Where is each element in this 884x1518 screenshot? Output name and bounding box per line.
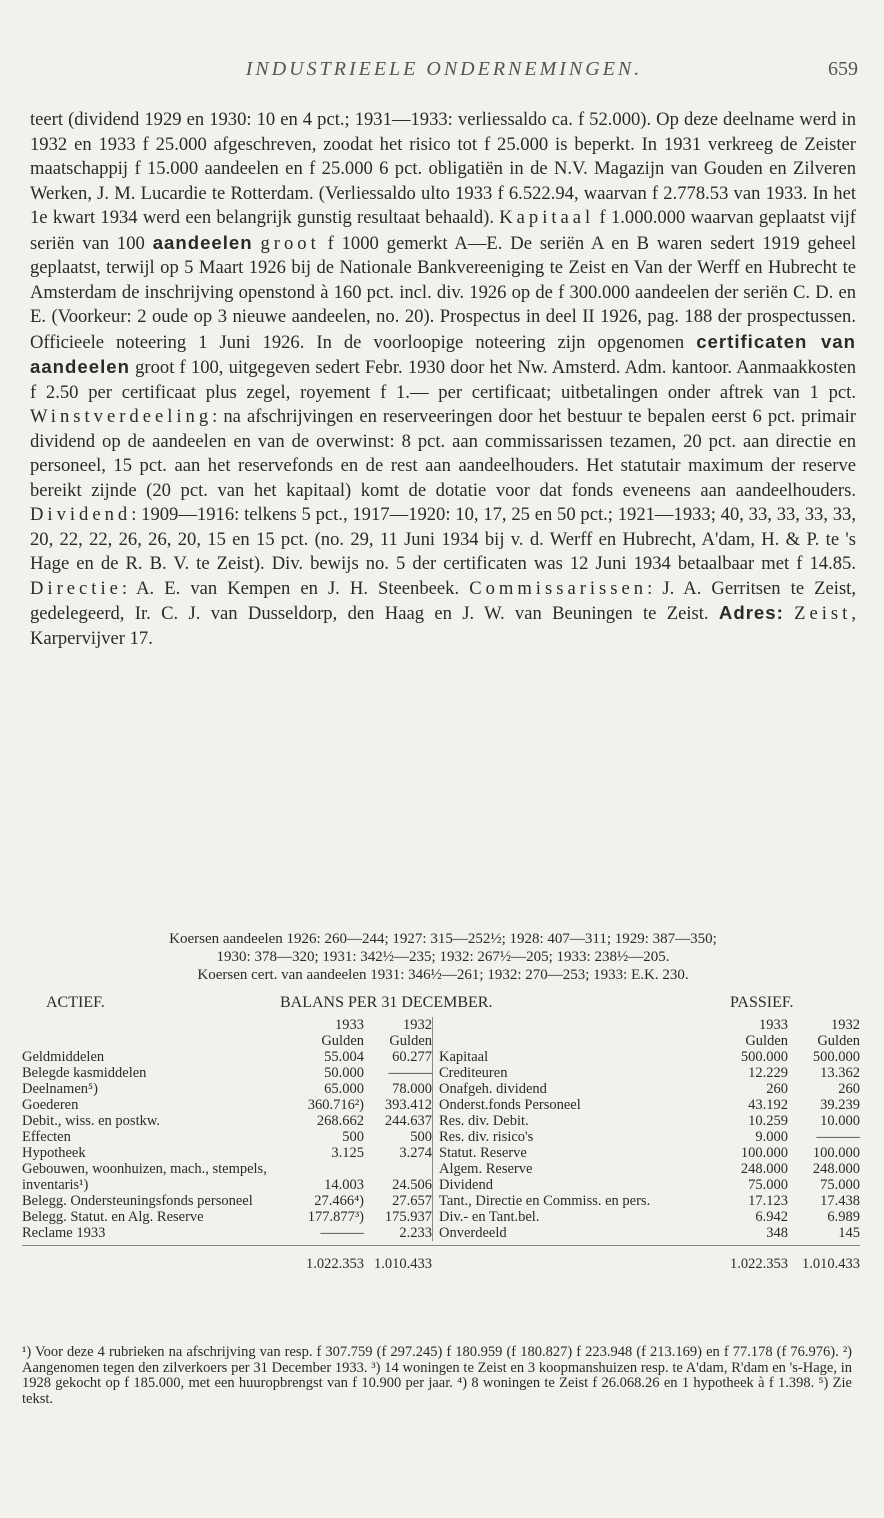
value-1932: 24.506 [392, 1177, 432, 1193]
value-1932: 13.362 [820, 1065, 860, 1081]
passiva-row [439, 1113, 860, 1129]
value-1932: 244.637 [384, 1113, 432, 1129]
line-item-label: Debit., wiss. en postkw. [22, 1113, 161, 1129]
emphasized-term: Kapitaal [499, 207, 595, 228]
value-1932: 17.438 [820, 1193, 860, 1209]
year-label: 1932 [831, 1017, 860, 1033]
activa-title: ACTIEF. [46, 994, 105, 1011]
balance-sheet-header [22, 995, 860, 1017]
value-1933: 65.000 [324, 1081, 364, 1097]
value-1932: 100.000 [812, 1145, 860, 1161]
value-1932: 2.233 [399, 1225, 432, 1241]
passiva-year-header [439, 1017, 860, 1033]
year-label: 1933 [759, 1017, 788, 1033]
line-item-label: Goederen [22, 1097, 79, 1113]
value-1932: 248.000 [812, 1161, 860, 1177]
value-1932: 78.000 [392, 1081, 432, 1097]
value-1933: 14.003 [324, 1177, 364, 1193]
activa-row [22, 1161, 432, 1193]
line-item-label: Dividend [439, 1177, 493, 1193]
passiva-row [439, 1225, 860, 1241]
passiva-row [439, 1177, 860, 1193]
value-1932: 145 [838, 1225, 860, 1241]
text-segment: : A. E. van Kempen en J. H. Steenbeek. [121, 577, 470, 599]
value-1933: 12.229 [748, 1065, 788, 1081]
passiva-unit-header [439, 1033, 860, 1049]
value-1933: 348 [766, 1225, 788, 1241]
text-segment: f 1000 gemerkt A—E. De seriën A en B waren sedert 1919 geheel geplaatst, terwijl op 5 Maart 1926 bij de Nationale Bankvereeniging te Zeist en Van der Werff en Hubrecht te Amsterdam de inschrijving openstond à 160 pct. incl. div. 1926 op de f 300.000 aandeelen der seriën C. D. en E. (Voorkeur: 2 oude op 3 nieuwe aandeelen, no. 20). Prospectus in deel II 1926, pag. 188 der prospectussen. Officieele noteering 1 Juni 1926. In de voorloopige noteering zijn opgenomen [30, 232, 856, 353]
value-1933: 17.123 [748, 1193, 788, 1209]
year-label: 1932 [403, 1017, 432, 1033]
body-text [30, 108, 856, 651]
total-passiva-1933: 1.022.353 [730, 1256, 788, 1272]
line-item-label: Belegg. Statut. en Alg. Reserve [22, 1209, 204, 1225]
line-item-label: Div.- en Tant.bel. [439, 1209, 540, 1225]
activa-year-header [22, 1017, 432, 1033]
price-history [30, 930, 856, 984]
value-1932: ——— [816, 1129, 860, 1145]
text-segment: teert (dividend 1929 en 1930: 10 en 4 pct.; 1931—1933: verliessaldo ca. f 52.000). Op deze deelname werd in 1932 en 1933 f 25.000 afgeschreven, zoodat het risico tot f 25.000 is beperkt. In 1931 verkreeg de Zeister maatschappij f 15.000 aandeelen en f 25.000 6 pct. obligatiën in de N.V. Magazijn van Gouden en Zilveren Werken, J. M. Lucardie te Rotterdam. (Verliessaldo ulto 1933 f 6.522.94, waarvan f 2.778.53 van 1933. In het 1e kwart 1934 werd een belangrijk gunstig resultaat behaald). [30, 109, 856, 228]
emphasized-term: certificaten van aandeelen [30, 330, 856, 377]
emphasized-term: aandeelen [152, 231, 253, 253]
activa-row [22, 1097, 432, 1113]
unit-label: Gulden [389, 1033, 432, 1049]
line-item-label: Deelnamen⁵) [22, 1081, 98, 1097]
text-segment: , Karpervijver 17. [30, 603, 856, 649]
value-1932: 393.412 [384, 1097, 432, 1113]
text-segment: : J. A. Gerritsen te Zeist, gedelegeerd, Ir. C. J. van Dusseldorp, den Haag en J. W. van Beuningen te Zeist. [30, 577, 856, 624]
price-history-line: 1930: 378—320; 1931: 342½—235; 1932: 267½—205; 1933: 238½—205. [216, 949, 670, 965]
company-description-paragraph [30, 108, 856, 651]
total-activa-1932: 1.010.433 [374, 1256, 432, 1272]
running-title: INDUSTRIEELE ONDERNEMINGEN. [245, 58, 643, 80]
activa-row [22, 1049, 432, 1065]
value-1932: 39.239 [820, 1097, 860, 1113]
value-1933: 360.716²) [307, 1097, 364, 1113]
activa-row [22, 1065, 432, 1081]
value-1933: 500 [342, 1129, 364, 1145]
value-1933: 43.192 [748, 1097, 788, 1113]
value-1933: 55.004 [324, 1049, 364, 1065]
line-item-label: Statut. Reserve [439, 1145, 527, 1161]
passiva-row [439, 1065, 860, 1081]
value-1932: 10.000 [820, 1113, 860, 1129]
total-passiva-1932: 1.010.433 [802, 1256, 860, 1272]
page-number: 659 [828, 58, 858, 80]
passiva-row [439, 1161, 860, 1177]
value-1932: 175.937 [384, 1209, 432, 1225]
line-item-label: Effecten [22, 1129, 71, 1145]
value-1932: 75.000 [820, 1177, 860, 1193]
value-1932: 260 [838, 1081, 860, 1097]
line-item-label: Res. div. risico's [439, 1129, 534, 1145]
balance-sheet [22, 995, 860, 1272]
passiva-row [439, 1145, 860, 1161]
activa-row [22, 1193, 432, 1209]
footnote-text: ¹) Voor deze 4 rubrieken na afschrijving van resp. f 307.759 (f 297.245) f 180.959 (f 180.827) f 223.948 (f 213.169) en f 77.178 (f 76.976). ²) Aangenomen tegen den zilverkoers per 31 December 1933. ³) 14 woningen te Zeist en 3 koopmanshuizen resp. te A'dam, R'dam en 's-Hage, in 1928 gekocht op f 185.000, met een huuropbrengst van f 10.900 per jaar. ⁴) 8 woningen te Zeist f 26.068.26 en 1 hypotheek à f 1.398. ⁵) Zie tekst. [22, 1344, 852, 1407]
value-1933: 10.259 [748, 1113, 788, 1129]
activa-row [22, 1113, 432, 1129]
value-1933: 500.000 [740, 1049, 788, 1065]
unit-label: Gulden [321, 1033, 364, 1049]
value-1933: 100.000 [740, 1145, 788, 1161]
unit-label: Gulden [745, 1033, 788, 1049]
page-header [30, 58, 858, 88]
value-1933: 260 [766, 1081, 788, 1097]
total-activa-1933: 1.022.353 [306, 1256, 364, 1272]
activa-row [22, 1129, 432, 1145]
passiva-row [439, 1209, 860, 1225]
passiva-column [433, 1017, 860, 1241]
line-item-label: Onafgeh. dividend [439, 1081, 547, 1097]
price-history-line: Koersen cert. van aandeelen 1931: 346½—261; 1932: 270—253; 1933: E.K. 230. [197, 967, 689, 983]
line-item-label: Hypotheek [22, 1145, 86, 1161]
text-segment [253, 233, 261, 254]
emphasized-term: Zeist [794, 603, 852, 624]
passiva-row [439, 1193, 860, 1209]
emphasized-term: groot [260, 232, 320, 254]
value-1932: 500 [410, 1129, 432, 1145]
value-1933: 3.125 [331, 1145, 364, 1161]
value-1933: 6.942 [755, 1209, 788, 1225]
activa-row [22, 1209, 432, 1225]
value-1933: 268.662 [316, 1113, 364, 1129]
emphasized-term: Adres: [718, 602, 784, 623]
balance-totals [22, 1245, 860, 1272]
activa-row [22, 1225, 432, 1241]
balance-title: BALANS PER 31 DECEMBER. [280, 994, 493, 1011]
line-item-label: Algem. Reserve [439, 1161, 533, 1177]
emphasized-term: Dividend [30, 504, 132, 525]
text-segment: groot f 100, uitgegeven sedert Febr. 1930 door het Nw. Amsterd. Adm. kantoor. Aanmaakkosten f 2.50 per certificaat plus zegel, royement f 1.— per certificaat; uitbetalingen onder aftrek van 1 pct. [30, 357, 856, 403]
value-1933: ——— [320, 1225, 364, 1241]
emphasized-term: Commissarissen [469, 577, 648, 599]
activa-column [22, 1017, 433, 1241]
emphasized-term: Directie [30, 577, 122, 599]
passiva-row [439, 1081, 860, 1097]
footnotes [22, 1345, 852, 1407]
passiva-row [439, 1097, 860, 1113]
activa-row [22, 1145, 432, 1161]
line-item-label: Onderst.fonds Personeel [439, 1097, 581, 1113]
value-1932: 500.000 [812, 1049, 860, 1065]
passiva-row [439, 1129, 860, 1145]
text-segment [784, 603, 794, 624]
line-item-label: Res. div. Debit. [439, 1113, 529, 1129]
activa-row [22, 1081, 432, 1097]
text-segment: : na afschrijvingen en reserveeringen door het bestuur te bepalen eerst 6 pct. primair dividend op de aandeelen en van de overwinst: 8 pct. aan commissarissen tezamen, 20 pct. aan directie en personeel, 15 pct. aan het reservefonds en de rest aan aandeelhouders. Het statutair maximum der reserve bereikt zijnde (20 pct. van het kapitaal) komt de dotatie voor dat fonds eveneens aan aandeelhouders. [30, 406, 856, 501]
year-label: 1933 [335, 1017, 364, 1033]
passiva-title: PASSIEF. [730, 994, 794, 1011]
line-item-label: Onverdeeld [439, 1225, 507, 1241]
value-1933: 9.000 [755, 1129, 788, 1145]
value-1933: 248.000 [740, 1161, 788, 1177]
line-item-label: Belegde kasmiddelen [22, 1065, 147, 1081]
line-item-label: Belegg. Ondersteuningsfonds personeel [22, 1193, 253, 1209]
line-item-label: Crediteuren [439, 1065, 508, 1081]
value-1932: ——— [388, 1065, 432, 1081]
line-item-label: Geldmiddelen [22, 1049, 105, 1065]
line-item-label: Tant., Directie en Commiss. en pers. [439, 1193, 651, 1209]
price-history-line: Koersen aandeelen 1926: 260—244; 1927: 315—252½; 1928: 407—311; 1929: 387—350; [169, 931, 717, 947]
line-item-label: Kapitaal [439, 1049, 489, 1065]
text-segment: f 1.000.000 waarvan geplaatst vijf seriën van 100 [30, 207, 857, 254]
text-segment: : 1909—1916: telkens 5 pct., 1917—1920: 10, 17, 25 en 50 pct.; 1921—1933; 40, 33, 33, 33, 33, 20, 22, 22, 26, 26, 20, 15 en 15 pct. (no. 29, 11 Juni 1934 bij v. d. Werff en Hubrecht, A'dam, H. & P. te 's Hage en de R. B. V. te Zeist). Div. bewijs no. 5 der certificaten was 12 Juni 1934 betaalbaar met f 14.85. [30, 504, 856, 574]
value-1932: 6.989 [827, 1209, 860, 1225]
value-1933: 27.466⁴) [314, 1193, 364, 1209]
value-1932: 27.657 [392, 1193, 432, 1209]
value-1933: 50.000 [324, 1065, 364, 1081]
unit-label: Gulden [817, 1033, 860, 1049]
value-1932: 3.274 [399, 1145, 432, 1161]
line-item-label: Reclame 1933 [22, 1225, 106, 1241]
value-1933: 75.000 [748, 1177, 788, 1193]
value-1933: 177.877³) [307, 1209, 364, 1225]
passiva-row [439, 1049, 860, 1065]
emphasized-term: Winstverdeeling [30, 406, 213, 427]
activa-unit-header [22, 1033, 432, 1049]
value-1932: 60.277 [392, 1049, 432, 1065]
line-item-label: Gebouwen, woonhuizen, mach., stempels, inventaris¹) [22, 1161, 267, 1193]
